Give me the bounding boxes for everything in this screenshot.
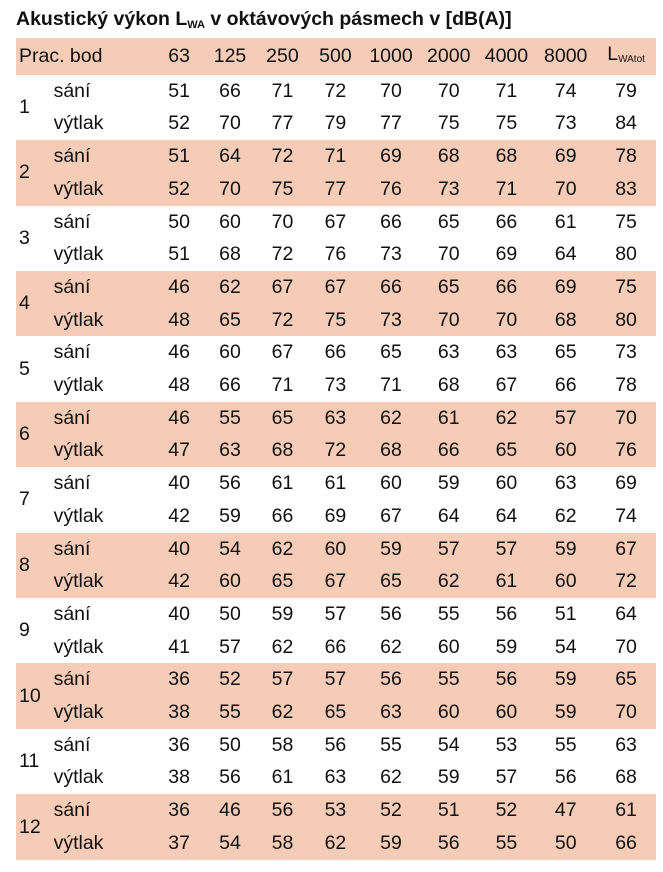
band-value-cell: 67 bbox=[309, 271, 363, 304]
band-value-cell: 63 bbox=[204, 434, 256, 467]
table-title bbox=[16, 8, 512, 31]
table-row bbox=[16, 533, 656, 566]
band-value-cell: 56 bbox=[219, 472, 241, 495]
header-band: 500 bbox=[309, 38, 363, 75]
header-band: 1000 bbox=[362, 38, 420, 75]
band-value-cell: 73 bbox=[420, 173, 478, 206]
band-value-cell: 61 bbox=[324, 472, 347, 495]
band-value-cell: 60 bbox=[535, 565, 596, 598]
band-value-cell: 71 bbox=[380, 374, 402, 397]
band-value-cell: 47 bbox=[535, 794, 596, 827]
band-value-cell: 62 bbox=[554, 504, 577, 527]
total-value-cell: 69 bbox=[615, 472, 637, 495]
table-row bbox=[16, 107, 656, 140]
band-value-cell: 76 bbox=[324, 243, 347, 266]
band-value-cell: 77 bbox=[271, 112, 294, 135]
band-value-cell: 38 bbox=[154, 696, 203, 729]
band-value-cell: 57 bbox=[219, 635, 241, 658]
band-value-cell: 63 bbox=[437, 341, 460, 364]
band-value-cell: 57 bbox=[478, 533, 536, 566]
suction-label: sání bbox=[50, 533, 155, 566]
band-value-cell: 52 bbox=[154, 173, 203, 206]
band-value-cell: 63 bbox=[554, 472, 577, 495]
table-row bbox=[16, 663, 656, 696]
band-value-cell: 68 bbox=[535, 304, 596, 337]
band-value-cell: 59 bbox=[437, 472, 460, 495]
table-row bbox=[16, 369, 656, 402]
band-value-cell: 60 bbox=[380, 472, 402, 495]
band-value-cell: 72 bbox=[271, 243, 294, 266]
band-value-cell: 67 bbox=[309, 565, 363, 598]
total-value-cell: 75 bbox=[596, 271, 656, 304]
band-value-cell: 41 bbox=[168, 635, 190, 658]
operating-point-number: 7 bbox=[19, 488, 30, 511]
band-value-cell: 60 bbox=[204, 565, 256, 598]
total-value-cell: 70 bbox=[596, 696, 656, 729]
operating-point-number: 3 bbox=[19, 226, 30, 249]
suction-label: sání bbox=[53, 733, 91, 756]
band-value-cell: 59 bbox=[362, 827, 420, 860]
header-band: 8000 bbox=[535, 38, 596, 75]
suction-label: sání bbox=[53, 472, 91, 495]
band-value-cell: 70 bbox=[380, 79, 402, 102]
discharge-label: výtlak bbox=[50, 434, 155, 467]
band-value-cell: 46 bbox=[154, 271, 203, 304]
band-value-cell: 67 bbox=[380, 504, 402, 527]
band-value-cell: 58 bbox=[256, 827, 308, 860]
total-value-cell: 68 bbox=[615, 766, 637, 789]
band-value-cell: 51 bbox=[168, 243, 190, 266]
band-value-cell: 64 bbox=[495, 504, 518, 527]
band-value-cell: 57 bbox=[420, 533, 478, 566]
band-value-cell: 62 bbox=[380, 766, 402, 789]
total-value-cell: 80 bbox=[615, 243, 637, 266]
band-value-cell: 50 bbox=[168, 210, 190, 233]
total-value-cell: 78 bbox=[596, 140, 656, 173]
band-value-cell: 37 bbox=[154, 827, 203, 860]
band-value-cell: 65 bbox=[420, 271, 478, 304]
title-subscript: WA bbox=[187, 19, 205, 31]
header-total-main: L bbox=[607, 43, 619, 65]
table-row bbox=[16, 467, 656, 500]
band-value-cell: 59 bbox=[362, 533, 420, 566]
total-value-cell: 79 bbox=[615, 79, 637, 102]
band-value-cell: 54 bbox=[437, 733, 460, 756]
band-value-cell: 79 bbox=[324, 112, 347, 135]
band-value-cell: 51 bbox=[168, 79, 190, 102]
band-value-cell: 51 bbox=[554, 602, 577, 625]
operating-point-number: 10 bbox=[16, 663, 50, 728]
operating-point-number: 2 bbox=[16, 140, 50, 205]
band-value-cell: 60 bbox=[478, 696, 536, 729]
table-row bbox=[16, 565, 656, 598]
band-value-cell: 67 bbox=[324, 210, 347, 233]
band-value-cell: 77 bbox=[309, 173, 363, 206]
band-value-cell: 59 bbox=[535, 663, 596, 696]
band-value-cell: 40 bbox=[168, 472, 190, 495]
table-body bbox=[16, 38, 656, 860]
total-value-cell: 76 bbox=[596, 434, 656, 467]
discharge-label: výtlak bbox=[53, 374, 104, 397]
band-value-cell: 53 bbox=[309, 794, 363, 827]
band-value-cell: 59 bbox=[535, 696, 596, 729]
operating-point-number: 1 bbox=[19, 96, 30, 119]
header-band: 125 bbox=[204, 38, 256, 75]
header-total-sub: WAtot bbox=[618, 54, 645, 65]
band-value-cell: 56 bbox=[380, 602, 402, 625]
band-value-cell: 65 bbox=[380, 341, 402, 364]
band-value-cell: 62 bbox=[380, 635, 402, 658]
band-value-cell: 54 bbox=[204, 827, 256, 860]
band-value-cell: 77 bbox=[380, 112, 402, 135]
band-value-cell: 66 bbox=[495, 210, 518, 233]
band-value-cell: 59 bbox=[495, 635, 518, 658]
band-value-cell: 70 bbox=[535, 173, 596, 206]
band-value-cell: 70 bbox=[437, 79, 460, 102]
band-value-cell: 68 bbox=[437, 374, 460, 397]
band-value-cell: 64 bbox=[437, 504, 460, 527]
band-value-cell: 55 bbox=[554, 733, 577, 756]
band-value-cell: 62 bbox=[256, 533, 308, 566]
table-row bbox=[16, 729, 656, 762]
operating-point-number: 9 bbox=[19, 619, 30, 642]
band-value-cell: 40 bbox=[168, 602, 190, 625]
band-value-cell: 65 bbox=[204, 304, 256, 337]
band-value-cell: 48 bbox=[168, 374, 190, 397]
band-value-cell: 59 bbox=[437, 766, 460, 789]
band-value-cell: 57 bbox=[535, 402, 596, 435]
band-value-cell: 65 bbox=[554, 341, 577, 364]
band-value-cell: 62 bbox=[204, 271, 256, 304]
band-value-cell: 58 bbox=[271, 733, 294, 756]
suction-label: sání bbox=[50, 140, 155, 173]
band-value-cell: 48 bbox=[154, 304, 203, 337]
band-value-cell: 56 bbox=[362, 663, 420, 696]
band-value-cell: 60 bbox=[535, 434, 596, 467]
band-value-cell: 62 bbox=[420, 565, 478, 598]
table-row bbox=[16, 304, 656, 337]
band-value-cell: 51 bbox=[420, 794, 478, 827]
band-value-cell: 61 bbox=[554, 210, 577, 233]
table-row bbox=[16, 140, 656, 173]
band-value-cell: 55 bbox=[478, 827, 536, 860]
band-value-cell: 71 bbox=[271, 79, 294, 102]
suction-label: sání bbox=[50, 271, 155, 304]
band-value-cell: 63 bbox=[309, 402, 363, 435]
band-value-cell: 56 bbox=[478, 663, 536, 696]
suction-label: sání bbox=[50, 402, 155, 435]
band-value-cell: 62 bbox=[309, 827, 363, 860]
band-value-cell: 70 bbox=[219, 112, 241, 135]
table-row bbox=[16, 598, 656, 631]
band-value-cell: 56 bbox=[554, 766, 577, 789]
band-value-cell: 56 bbox=[256, 794, 308, 827]
band-value-cell: 73 bbox=[380, 243, 402, 266]
band-value-cell: 71 bbox=[309, 140, 363, 173]
suction-label: sání bbox=[53, 341, 91, 364]
suction-label: sání bbox=[50, 794, 155, 827]
band-value-cell: 56 bbox=[219, 766, 241, 789]
total-value-cell: 84 bbox=[615, 112, 637, 135]
sound-power-table bbox=[16, 38, 656, 860]
band-value-cell: 69 bbox=[535, 271, 596, 304]
band-value-cell: 63 bbox=[324, 766, 347, 789]
band-value-cell: 74 bbox=[554, 79, 577, 102]
total-value-cell: 64 bbox=[615, 602, 637, 625]
table-row bbox=[16, 696, 656, 729]
band-value-cell: 54 bbox=[204, 533, 256, 566]
band-value-cell: 36 bbox=[168, 733, 190, 756]
band-value-cell: 55 bbox=[204, 696, 256, 729]
total-value-cell: 83 bbox=[596, 173, 656, 206]
band-value-cell: 60 bbox=[495, 472, 518, 495]
band-value-cell: 53 bbox=[495, 733, 518, 756]
band-value-cell: 36 bbox=[154, 663, 203, 696]
suction-label: sání bbox=[53, 602, 91, 625]
band-value-cell: 52 bbox=[204, 663, 256, 696]
band-value-cell: 68 bbox=[219, 243, 241, 266]
table-row bbox=[16, 173, 656, 206]
total-value-cell: 73 bbox=[615, 341, 637, 364]
total-value-cell: 74 bbox=[615, 504, 637, 527]
suction-label: sání bbox=[53, 79, 91, 102]
band-value-cell: 65 bbox=[478, 434, 536, 467]
band-value-cell: 70 bbox=[420, 304, 478, 337]
band-value-cell: 62 bbox=[256, 696, 308, 729]
band-value-cell: 50 bbox=[535, 827, 596, 860]
band-value-cell: 60 bbox=[437, 635, 460, 658]
table-row bbox=[16, 827, 656, 860]
band-value-cell: 66 bbox=[380, 210, 402, 233]
band-value-cell: 62 bbox=[362, 402, 420, 435]
table-row bbox=[16, 271, 656, 304]
band-value-cell: 59 bbox=[535, 533, 596, 566]
band-value-cell: 69 bbox=[495, 243, 518, 266]
header-band: 250 bbox=[256, 38, 308, 75]
band-value-cell: 68 bbox=[478, 140, 536, 173]
band-value-cell: 40 bbox=[154, 533, 203, 566]
band-value-cell: 66 bbox=[324, 635, 347, 658]
operating-point-number: 8 bbox=[16, 533, 50, 598]
band-value-cell: 46 bbox=[204, 794, 256, 827]
band-value-cell: 60 bbox=[420, 696, 478, 729]
total-value-cell: 78 bbox=[615, 374, 637, 397]
table-row bbox=[16, 434, 656, 467]
band-value-cell: 59 bbox=[219, 504, 241, 527]
table-row bbox=[16, 75, 656, 108]
discharge-label: výtlak bbox=[50, 565, 155, 598]
band-value-cell: 73 bbox=[324, 374, 347, 397]
band-value-cell: 59 bbox=[271, 602, 294, 625]
band-value-cell: 66 bbox=[324, 341, 347, 364]
total-value-cell: 72 bbox=[596, 565, 656, 598]
band-value-cell: 55 bbox=[204, 402, 256, 435]
band-value-cell: 70 bbox=[271, 210, 294, 233]
table-row bbox=[16, 500, 656, 533]
band-value-cell: 50 bbox=[219, 602, 241, 625]
band-value-cell: 57 bbox=[495, 766, 518, 789]
band-value-cell: 75 bbox=[309, 304, 363, 337]
total-value-cell: 66 bbox=[596, 827, 656, 860]
band-value-cell: 65 bbox=[362, 565, 420, 598]
total-value-cell: 70 bbox=[596, 402, 656, 435]
table-row bbox=[16, 336, 656, 369]
band-value-cell: 46 bbox=[168, 341, 190, 364]
band-value-cell: 72 bbox=[256, 140, 308, 173]
band-value-cell: 68 bbox=[256, 434, 308, 467]
band-value-cell: 61 bbox=[420, 402, 478, 435]
operating-point-number: 12 bbox=[16, 794, 50, 859]
discharge-label: výtlak bbox=[53, 766, 104, 789]
band-value-cell: 46 bbox=[154, 402, 203, 435]
band-value-cell: 57 bbox=[324, 602, 347, 625]
band-value-cell: 56 bbox=[495, 602, 518, 625]
band-value-cell: 69 bbox=[535, 140, 596, 173]
band-value-cell: 52 bbox=[478, 794, 536, 827]
total-value-cell: 75 bbox=[615, 210, 637, 233]
band-value-cell: 57 bbox=[256, 663, 308, 696]
discharge-label: výtlak bbox=[50, 304, 155, 337]
band-value-cell: 75 bbox=[437, 112, 460, 135]
operating-point-number: 5 bbox=[19, 357, 30, 380]
total-value-cell: 80 bbox=[596, 304, 656, 337]
band-value-cell: 66 bbox=[219, 374, 241, 397]
total-value-cell: 70 bbox=[615, 635, 637, 658]
band-value-cell: 65 bbox=[256, 565, 308, 598]
band-value-cell: 66 bbox=[219, 79, 241, 102]
total-value-cell: 61 bbox=[596, 794, 656, 827]
header-band: 4000 bbox=[478, 38, 536, 75]
total-value-cell: 65 bbox=[596, 663, 656, 696]
band-value-cell: 56 bbox=[324, 733, 347, 756]
discharge-label: výtlak bbox=[53, 635, 104, 658]
band-value-cell: 55 bbox=[380, 733, 402, 756]
band-value-cell: 66 bbox=[271, 504, 294, 527]
band-value-cell: 63 bbox=[495, 341, 518, 364]
band-value-cell: 68 bbox=[420, 140, 478, 173]
band-value-cell: 63 bbox=[362, 696, 420, 729]
band-value-cell: 42 bbox=[168, 504, 190, 527]
header-band: 2000 bbox=[420, 38, 478, 75]
total-value-cell: 67 bbox=[596, 533, 656, 566]
band-value-cell: 70 bbox=[204, 173, 256, 206]
band-value-cell: 75 bbox=[495, 112, 518, 135]
band-value-cell: 72 bbox=[324, 79, 347, 102]
discharge-label: výtlak bbox=[53, 504, 104, 527]
band-value-cell: 73 bbox=[554, 112, 577, 135]
band-value-cell: 61 bbox=[478, 565, 536, 598]
band-value-cell: 66 bbox=[478, 271, 536, 304]
band-value-cell: 64 bbox=[204, 140, 256, 173]
band-value-cell: 51 bbox=[154, 140, 203, 173]
band-value-cell: 60 bbox=[219, 210, 241, 233]
discharge-label: výtlak bbox=[50, 827, 155, 860]
band-value-cell: 54 bbox=[554, 635, 577, 658]
band-value-cell: 70 bbox=[437, 243, 460, 266]
band-value-cell: 64 bbox=[554, 243, 577, 266]
band-value-cell: 71 bbox=[495, 79, 518, 102]
band-value-cell: 72 bbox=[309, 434, 363, 467]
band-value-cell: 62 bbox=[478, 402, 536, 435]
band-value-cell: 70 bbox=[478, 304, 536, 337]
band-value-cell: 55 bbox=[437, 602, 460, 625]
band-value-cell: 56 bbox=[420, 827, 478, 860]
operating-point-number: 6 bbox=[16, 402, 50, 467]
band-value-cell: 61 bbox=[271, 472, 294, 495]
title-rest: v oktávových pásmech v [dB(A)] bbox=[204, 8, 512, 30]
title-main: Akustický výkon L bbox=[16, 8, 188, 30]
discharge-label: výtlak bbox=[50, 696, 155, 729]
header-operating-point: Prac. bod bbox=[16, 38, 154, 75]
band-value-cell: 55 bbox=[420, 663, 478, 696]
band-value-cell: 68 bbox=[362, 434, 420, 467]
band-value-cell: 65 bbox=[437, 210, 460, 233]
header-row bbox=[16, 38, 656, 75]
band-value-cell: 66 bbox=[554, 374, 577, 397]
operating-point-number: 11 bbox=[19, 750, 40, 773]
band-value-cell: 76 bbox=[362, 173, 420, 206]
operating-point-number: 4 bbox=[16, 271, 50, 336]
band-value-cell: 73 bbox=[362, 304, 420, 337]
band-value-cell: 71 bbox=[478, 173, 536, 206]
table-row bbox=[16, 794, 656, 827]
header-band: 63 bbox=[154, 38, 203, 75]
table-row bbox=[16, 238, 656, 271]
band-value-cell: 36 bbox=[154, 794, 203, 827]
band-value-cell: 52 bbox=[168, 112, 190, 135]
band-value-cell: 67 bbox=[495, 374, 518, 397]
table-row bbox=[16, 761, 656, 794]
band-value-cell: 50 bbox=[219, 733, 241, 756]
discharge-label: výtlak bbox=[53, 112, 104, 135]
band-value-cell: 47 bbox=[154, 434, 203, 467]
band-value-cell: 57 bbox=[309, 663, 363, 696]
band-value-cell: 65 bbox=[256, 402, 308, 435]
band-value-cell: 72 bbox=[256, 304, 308, 337]
band-value-cell: 67 bbox=[271, 341, 294, 364]
total-value-cell: 63 bbox=[615, 733, 637, 756]
band-value-cell: 66 bbox=[420, 434, 478, 467]
band-value-cell: 65 bbox=[309, 696, 363, 729]
band-value-cell: 60 bbox=[219, 341, 241, 364]
table-row bbox=[16, 631, 656, 664]
band-value-cell: 67 bbox=[256, 271, 308, 304]
table-row bbox=[16, 402, 656, 435]
table-row bbox=[16, 206, 656, 239]
band-value-cell: 60 bbox=[309, 533, 363, 566]
discharge-label: výtlak bbox=[50, 173, 155, 206]
band-value-cell: 42 bbox=[154, 565, 203, 598]
band-value-cell: 62 bbox=[271, 635, 294, 658]
band-value-cell: 61 bbox=[271, 766, 294, 789]
suction-label: sání bbox=[50, 663, 155, 696]
band-value-cell: 71 bbox=[271, 374, 294, 397]
band-value-cell: 69 bbox=[324, 504, 347, 527]
band-value-cell: 52 bbox=[362, 794, 420, 827]
band-value-cell: 66 bbox=[362, 271, 420, 304]
discharge-label: výtlak bbox=[53, 243, 104, 266]
band-value-cell: 75 bbox=[256, 173, 308, 206]
suction-label: sání bbox=[53, 210, 91, 233]
header-total bbox=[596, 38, 656, 75]
band-value-cell: 38 bbox=[168, 766, 190, 789]
band-value-cell: 69 bbox=[362, 140, 420, 173]
